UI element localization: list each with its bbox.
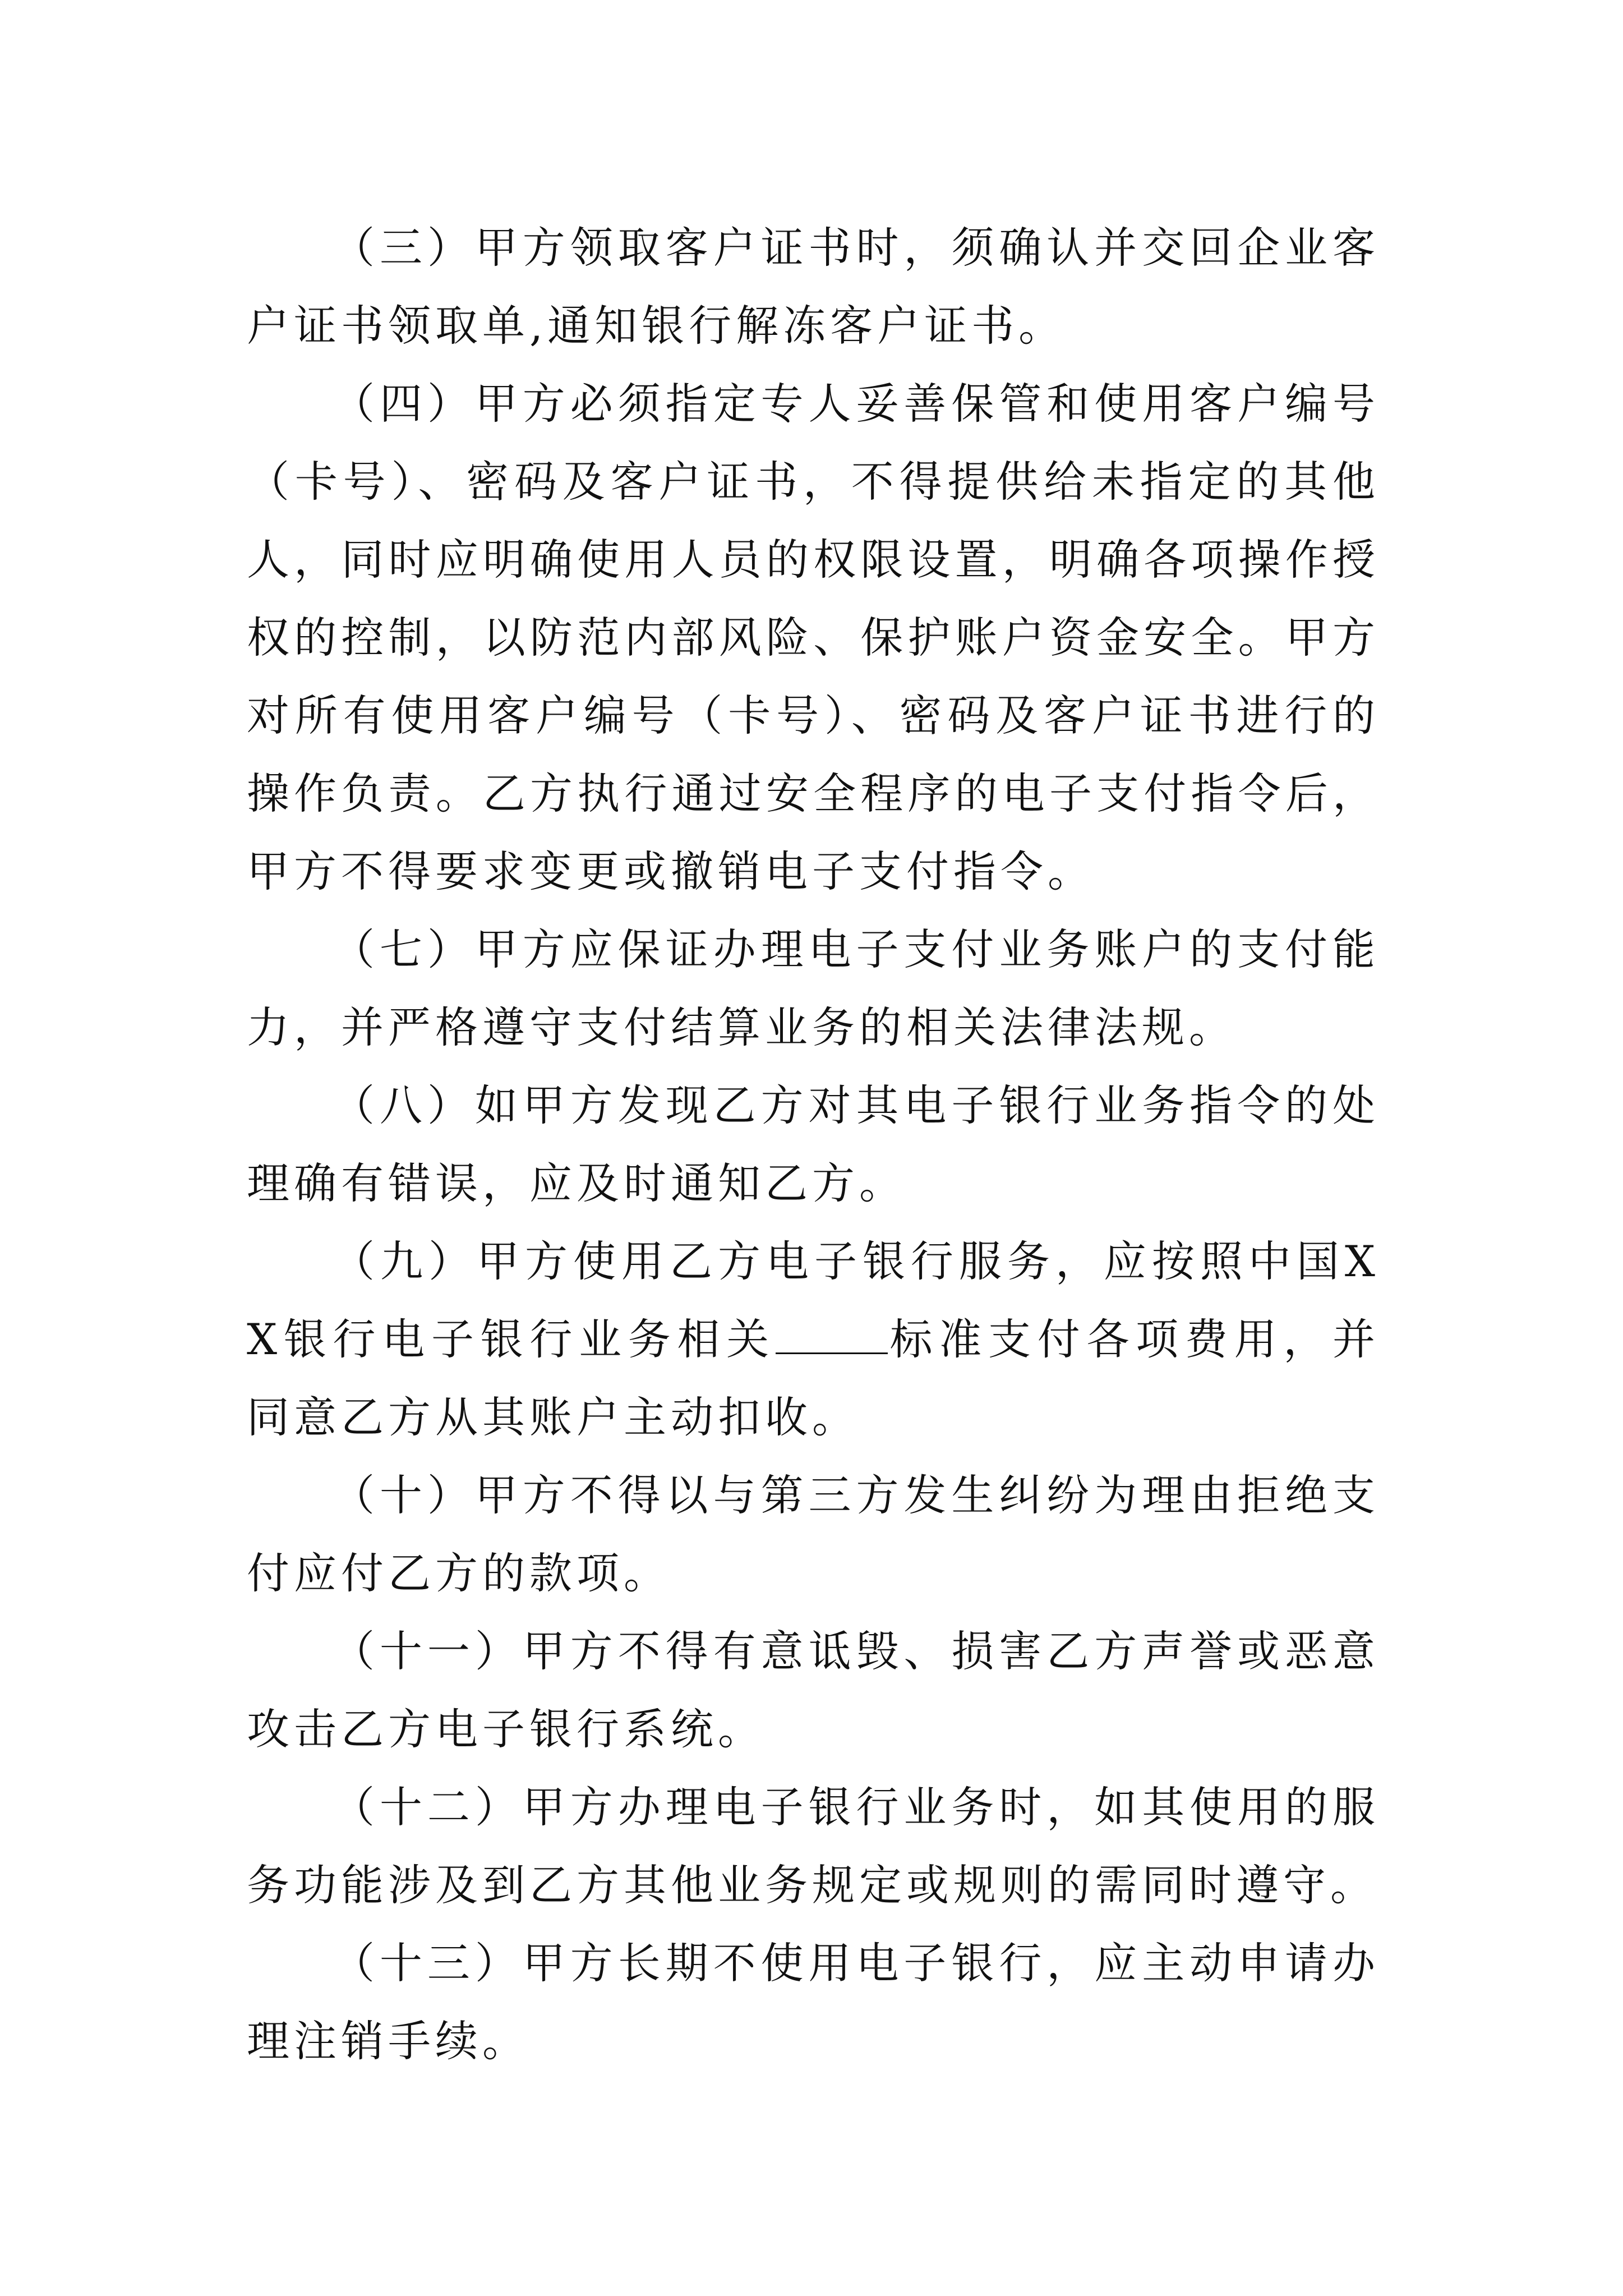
clause-13: （十三）甲方长期不使用电子银行，应主动申请办理注销手续。 bbox=[247, 1938, 1380, 2066]
clause-10: （十）甲方不得以与第三方发生纠纷为理由拒绝支付应付乙方的款项。 bbox=[247, 1470, 1380, 1598]
fee-blank-line bbox=[776, 1319, 888, 1354]
clause-9-text-after: 标准支付各项费用，并同意乙方从其账户主动扣收。 bbox=[247, 1314, 1380, 1442]
clause-4: （四）甲方必须指定专人妥善保管和使用客户编号（卡号）、密码及客户证书，不得提供给未指定的其他人，同时应明确使用人员的权限设置，明确各项操作授权的控制，以防范内部风险、保护账户资金安全。甲方对所有使用客户编号（卡号）、密码及客户证书进行的操作负责。乙方执行通过安全程序的电子支付指令后，甲方不得要求变更或撤销电子支付指令。 bbox=[247, 379, 1380, 896]
clause-8: （八）如甲方发现乙方对其电子银行业务指令的处理确有错误，应及时通知乙方。 bbox=[247, 1080, 1380, 1208]
clause-3: （三）甲方领取客户证书时，须确认并交回企业客户证书领取单,通知银行解冻客户证书。 bbox=[247, 223, 1380, 351]
clause-11: （十一）甲方不得有意诋毁、损害乙方声誉或恶意攻击乙方电子银行系统。 bbox=[247, 1626, 1380, 1754]
clause-9-text-before: （九）甲方使用乙方电子银行服务，应按照中国XX银行电子银行业务相关 bbox=[247, 1236, 1380, 1364]
clause-9 bbox=[247, 1222, 1380, 1456]
document-body bbox=[247, 209, 1380, 2080]
clause-7: （七）甲方应保证办理电子支付业务账户的支付能力，并严格遵守支付结算业务的相关法律法规。 bbox=[247, 924, 1380, 1052]
clause-12: （十二）甲方办理电子银行业务时，如其使用的服务功能涉及到乙方其他业务规定或规则的需同时遵守。 bbox=[247, 1782, 1380, 1910]
